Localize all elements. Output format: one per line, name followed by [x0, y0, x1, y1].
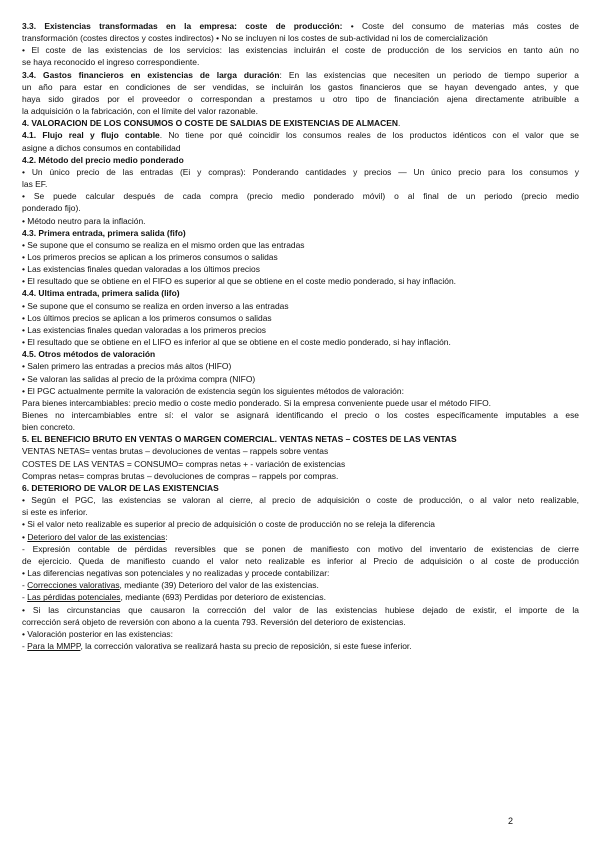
text-line [22, 591, 579, 603]
text-line [22, 409, 579, 421]
body-text: • El resultado que se obtiene en el FIFO es superior al que se obtiene en el coste medio ponderado, si hay inflación. [22, 276, 456, 287]
body-text: Para bienes intercambiables: precio medio o coste medio ponderado. Si la empresa conveniente puede usar el método FIFO. [22, 397, 492, 408]
text-line [22, 239, 579, 251]
body-text: • Los últimos precios se aplican a los primeros consumos o salidas [22, 312, 272, 323]
heading-text: 3.4. Gastos financieros en existencias de larga duración [22, 69, 280, 80]
body-text: • Las existencias finales quedan valoradas a los últimos precios [22, 264, 260, 275]
text-line [22, 93, 579, 105]
text-line [22, 433, 579, 445]
body-text: - [22, 640, 28, 651]
text-line [22, 263, 579, 275]
body-text: : En las existencias que necesiten un periodo de tiempo superior a [279, 69, 579, 80]
body-text: • Salen primero las entradas a precios más altos (HIFO) [22, 361, 232, 372]
text-line [22, 494, 579, 506]
body-text: • Valoración posterior en las existencias: [22, 628, 173, 639]
body-text: • Se supone que el consumo se realiza en orden inverso a las entradas [22, 300, 289, 311]
text-line [22, 506, 579, 518]
body-text: - [22, 580, 28, 591]
text-line [22, 518, 579, 530]
document-body [22, 20, 579, 652]
heading-text: 4.1. Flujo real y flujo contable [22, 130, 160, 141]
text-line [22, 202, 579, 214]
body-text: • Si el valor neto realizable es superior al precio de adquisición o coste de producción no se releja la diferencia [22, 519, 435, 530]
heading-text: 4.4. Ultima entrada, primera salida (lifo) [22, 288, 180, 299]
text-line [22, 470, 579, 482]
text-line [22, 555, 579, 567]
text-line [22, 336, 579, 348]
text-line [22, 190, 579, 202]
body-text: : [165, 531, 168, 542]
text-line [22, 154, 579, 166]
body-text: • Las existencias finales quedan valoradas a los primeros precios [22, 324, 267, 335]
text-line [22, 166, 579, 178]
body-text: si este es inferior. [22, 507, 88, 518]
text-line [22, 543, 579, 555]
heading-text: 6. DETERIORO DE VALOR DE LAS EXISTENCIAS [22, 482, 219, 493]
body-text: se haya reconocido el ingreso correspondiente. [22, 57, 200, 68]
text-line [22, 300, 579, 312]
body-text: . [397, 118, 401, 129]
text-line [22, 604, 579, 616]
body-text: Compras netas= compras brutas – devoluciones de compras – rappels por compras. [22, 470, 339, 481]
body-text: COSTES DE LAS VENTAS = CONSUMO= compras netas + - variación de existencias [22, 458, 346, 469]
text-line [22, 482, 579, 494]
body-text: • Se puede calcular después de cada compra (precio medio ponderado móvil) o al final de un periodo (precio medio [22, 191, 579, 202]
page-number: 2 [508, 816, 514, 826]
text-line [22, 56, 579, 68]
body-text: bien concreto. [22, 422, 76, 433]
underlined-text: Correcciones valorativas [27, 580, 120, 591]
body-text: VENTAS NETAS= ventas brutas – devoluciones de ventas – rappels sobre ventas [22, 446, 329, 457]
underlined-text: Deterioro del valor de las existencias [27, 531, 166, 542]
body-text: • Un único precio de las entradas (Ei y compras): Ponderando cantidades y precios — Un único precio para los consumos y [22, 166, 579, 177]
body-text: • Método neutro para la inflación. [22, 215, 146, 226]
body-text: asigne a dichos consumos en contabilidad [22, 142, 181, 153]
heading-text: 3.3. Existencias transformadas en la empresa: coste de producción: [22, 21, 343, 31]
text-line [22, 421, 579, 433]
body-text: - Expresión contable de pérdidas reversibles que se ponen de manifiesto con motivo del inventario de existencias de cierre [22, 543, 579, 554]
text-line [22, 567, 579, 579]
text-line [22, 445, 579, 457]
body-text: transformación (costes directos y costes indirectos) • No se incluyen ni los costes de sub-actividad ni los de comercialización [22, 33, 488, 44]
text-line [22, 616, 579, 628]
body-text: • Se supone que el consumo se realiza en el mismo orden que las entradas [22, 239, 305, 250]
body-text: . No tiene por qué coincidir los consumos reales de los productos idénticos con el valor que se [159, 130, 579, 141]
text-line [22, 178, 579, 190]
text-line [22, 20, 579, 32]
body-text: • Los primeros precios se aplican a los primeros consumos o salidas [22, 251, 278, 262]
body-text: • Coste del consumo de materias más costes de [342, 21, 579, 31]
text-line [22, 312, 579, 324]
text-line [22, 142, 579, 154]
text-line [22, 579, 579, 591]
text-line [22, 628, 579, 640]
text-line [22, 32, 579, 44]
body-text: • Se valoran las salidas al precio de la próxima compra (NIFO) [22, 373, 256, 384]
text-line [22, 227, 579, 239]
text-line [22, 397, 579, 409]
text-line [22, 251, 579, 263]
text-line [22, 105, 579, 117]
heading-text: 4. VALORACION DE LOS CONSUMOS O COSTE DE SALDIAS DE EXISTENCIAS DE ALMACEN [22, 118, 398, 129]
text-line [22, 458, 579, 470]
body-text: • El resultado que se obtiene en el LIFO es inferior al que se obtiene en el coste medio ponderado, si hay inflación. [22, 337, 451, 348]
body-text: corrección será objeto de reversión con abono a la cuenta 793. Reversión del deterioro de existencias. [22, 616, 406, 627]
body-text: , mediante (39) Deterioro del valor de las existencias. [119, 580, 319, 591]
text-line [22, 275, 579, 287]
body-text: un año para estar en condiciones de ser vendidas, se incluirán los gastos financieros que se hayan devengado antes, y que [22, 81, 579, 92]
body-text: de ejercicio. Queda de manifiesto cuando el valor neto realizable es inferior al Precio de adquisición o al coste de producción [22, 555, 579, 566]
text-line [22, 81, 579, 93]
heading-text: 4.5. Otros métodos de valoración [22, 349, 156, 360]
body-text: - [22, 592, 28, 603]
body-text: , la corrección valorativa se realizará hasta su precio de reposición, si este fuese inferior. [80, 640, 412, 651]
text-line [22, 324, 579, 336]
body-text: • Las diferencias negativas son potenciales y no realizadas y procede contabilizar: [22, 568, 330, 579]
body-text: la adquisición o la fabricación, con el límite del valor razonable. [22, 106, 258, 117]
body-text: • Según el PGC, las existencias se valoran al cierre, al precio de adquisición o coste de producción, o al valor neto realizable, [22, 495, 579, 506]
text-line [22, 129, 579, 141]
text-line [22, 117, 579, 129]
text-line [22, 44, 579, 56]
text-line [22, 360, 579, 372]
body-text: • El PGC actualmente permite la valoración de existencia según los siguientes métodos de valoración: [22, 385, 404, 396]
text-line [22, 215, 579, 227]
body-text: haya sido girados por el proveedor o correspondan a prestamos u otro tipo de financiación ajena directamente atribuible a [22, 93, 579, 104]
body-text: • [22, 531, 28, 542]
text-line [22, 640, 579, 652]
underlined-text: Para la MMPP [27, 640, 81, 651]
body-text: las EF. [22, 179, 48, 190]
text-line [22, 287, 579, 299]
body-text: • El coste de las existencias de los servicios: las existencias incluirán el coste de producción de los servicios en tanto aún no [22, 45, 579, 56]
underlined-text: Las pérdidas potenciales [27, 592, 121, 603]
heading-text: 4.2. Método del precio medio ponderado [22, 154, 184, 165]
body-text: Bienes no intercambiables entre sí: el valor se asignará identificando el precio o los costes específicamente imputables a ese [22, 410, 579, 420]
heading-text: 4.3. Primera entrada, primera salida (fifo) [22, 227, 186, 238]
heading-text: 5. EL BENEFICIO BRUTO EN VENTAS O MARGEN COMERCIAL. VENTAS NETAS – COSTES DE LAS VENTAS [22, 434, 457, 445]
body-text: , mediante (693) Perdidas por deterioro de existencias. [120, 592, 326, 603]
text-line [22, 385, 579, 397]
text-line [22, 69, 579, 81]
body-text: ponderado fijo). [22, 203, 81, 214]
text-line [22, 348, 579, 360]
body-text: • Si las circunstancias que causaron la corrección del valor de las existencias hubiese dejado de existir, el importe de la [22, 604, 579, 615]
text-line [22, 531, 579, 543]
text-line [22, 373, 579, 385]
